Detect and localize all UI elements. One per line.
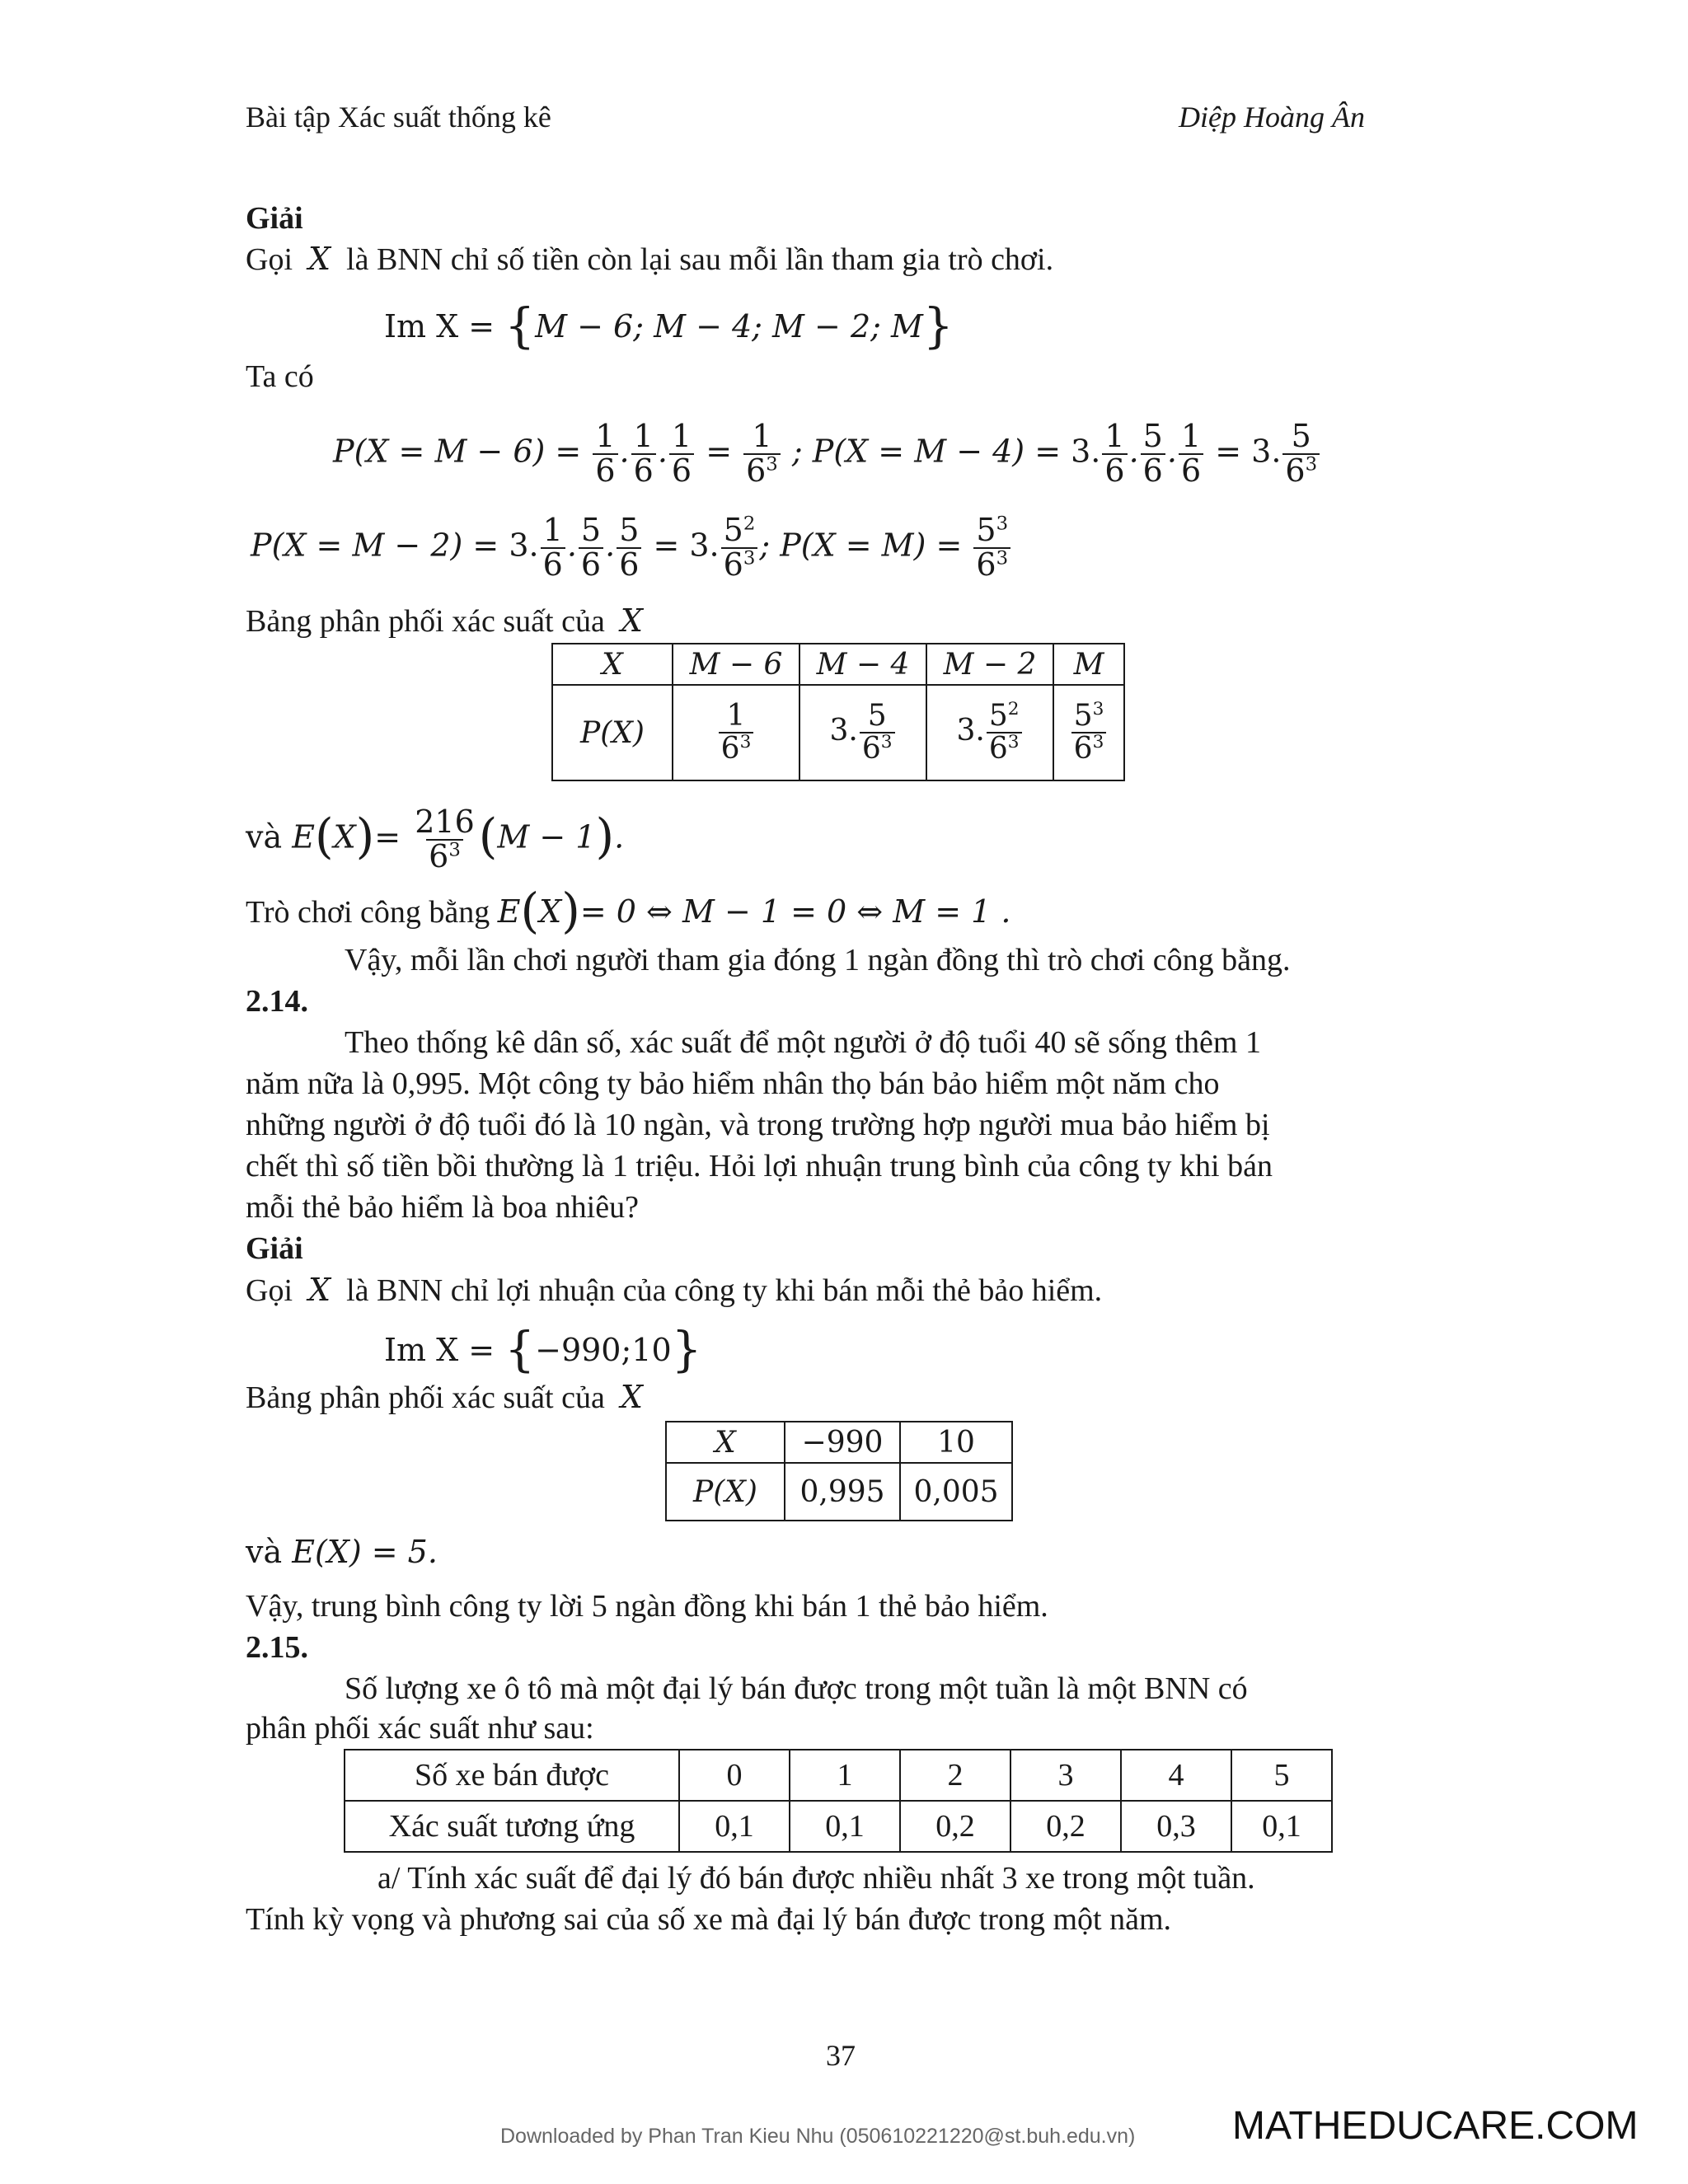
distribution-table-label: Bảng phân phối xác suất của X bbox=[246, 1379, 643, 1415]
table-cell: Số xe bán được bbox=[345, 1750, 679, 1801]
table-cell: $\frac{5^3}{6^3}$ bbox=[1053, 685, 1124, 780]
probability-formula-1: P(X = M − 6) = $\frac{1}{6}$ . $\frac{1}{6}$ . $\frac{1}{6}$ = $\frac{1}{6^3}$ ; P(X = M − 4) = 3. $\frac{1}{6}$ . $\frac{5}{6}$ . $\frac{1}{6}$ = 3. $\frac{5}{6^3}$ bbox=[333, 420, 1321, 488]
ta-co-label: Ta có bbox=[246, 359, 314, 394]
problem-line: chết thì số tiền bồi thường là 1 triệu. Hỏi lợi nhuận trung bình của công ty khi bán bbox=[246, 1149, 1273, 1183]
table-cell: 3. $\frac{5}{6^3}$ bbox=[799, 685, 926, 780]
cars-sold-table bbox=[344, 1749, 1333, 1853]
table-cell: 5 bbox=[1231, 1750, 1332, 1801]
table-cell: 0,1 bbox=[679, 1801, 790, 1852]
brand-watermark: MATHEDUCARE.COM bbox=[1232, 2104, 1639, 2148]
expectation-formula-1: và E(X)= $\frac{216}{6^3}$ (M − 1). bbox=[246, 804, 625, 874]
table-cell: M bbox=[1053, 644, 1124, 685]
table-cell: 0,995 bbox=[785, 1463, 900, 1521]
expectation-formula-2: và E(X) = 5. bbox=[246, 1534, 438, 1570]
table-cell: $\frac{1}{6^3}$ bbox=[673, 685, 799, 780]
table-cell: P(X) bbox=[552, 685, 673, 780]
table-cell: X bbox=[666, 1422, 785, 1463]
probability-formula-2: P(X = M − 2) = 3. $\frac{1}{6}$ . $\frac{5}{6}$ . $\frac{5}{6}$ = 3. $\frac{5^2}{6^3}$ ; P(X = M) = $\frac{5^3}{6^3}$ bbox=[251, 514, 1012, 582]
fair-game-condition: Trò chơi công bằng E(X)= 0 ⇔ M − 1 = 0 ⇔ M = 1 . bbox=[246, 883, 1011, 939]
table-cell: 1 bbox=[790, 1750, 900, 1801]
table-cell: 4 bbox=[1121, 1750, 1231, 1801]
exercise-number: 2.15. bbox=[246, 1630, 308, 1665]
distribution-table-2 bbox=[665, 1421, 1013, 1521]
page-number: 37 bbox=[826, 2039, 856, 2072]
table-cell: 0,2 bbox=[1010, 1801, 1121, 1852]
question-line: Tính kỳ vọng và phương sai của số xe mà đại lý bán được trong một năm. bbox=[246, 1902, 1172, 1937]
table-cell: 2 bbox=[900, 1750, 1010, 1801]
image-set-formula: Im X = {M − 6; M − 4; M − 2; M} bbox=[384, 298, 954, 354]
table-cell: M − 4 bbox=[799, 644, 926, 685]
problem-line: năm nữa là 0,995. Một công ty bảo hiểm nhân thọ bán bảo hiểm một năm cho bbox=[246, 1066, 1220, 1101]
section2-conclusion: Vậy, trung bình công ty lời 5 ngàn đồng khi bán 1 thẻ bảo hiểm. bbox=[246, 1589, 1048, 1624]
table-cell: 0,2 bbox=[900, 1801, 1010, 1852]
table-cell: 0,1 bbox=[790, 1801, 900, 1852]
download-notice: Downloaded by Phan Tran Kieu Nhu (050610221220@st.buh.edu.vn) bbox=[500, 2125, 1136, 2148]
header-title: Bài tập Xác suất thống kê bbox=[246, 101, 551, 134]
table-cell: M − 6 bbox=[673, 644, 799, 685]
problem-line: phân phối xác suất như sau: bbox=[246, 1711, 594, 1746]
problem-line: Theo thống kê dân số, xác suất để một người ở độ tuổi 40 sẽ sống thêm 1 bbox=[345, 1025, 1261, 1060]
question-line: a/ Tính xác suất để đại lý đó bán được nhiều nhất 3 xe trong một tuần. bbox=[377, 1861, 1255, 1896]
variable-definition: Gọi X là BNN chỉ số tiền còn lại sau mỗi lần tham gia trò chơi. bbox=[246, 241, 1054, 277]
solution-heading: Giải bbox=[246, 1231, 303, 1266]
exercise-number: 2.14. bbox=[246, 984, 308, 1019]
table-cell: X bbox=[552, 644, 673, 685]
table-cell: 0,3 bbox=[1121, 1801, 1231, 1852]
table-cell: −990 bbox=[785, 1422, 900, 1463]
distribution-table-label: Bảng phân phối xác suất của X bbox=[246, 602, 643, 639]
variable-definition: Gọi X là BNN chỉ lợi nhuận của công ty khi bán mỗi thẻ bảo hiểm. bbox=[246, 1272, 1103, 1308]
section1-conclusion: Vậy, mỗi lần chơi người tham gia đóng 1 ngàn đồng thì trò chơi công bằng. bbox=[345, 943, 1291, 977]
header-author: Diệp Hoàng Ân bbox=[1179, 101, 1365, 134]
table-cell: 3. $\frac{5^2}{6^3}$ bbox=[926, 685, 1053, 780]
table-cell: Xác suất tương ứng bbox=[345, 1801, 679, 1852]
table-cell: 0 bbox=[679, 1750, 790, 1801]
table-cell: 0,005 bbox=[900, 1463, 1012, 1521]
table-cell: P(X) bbox=[666, 1463, 785, 1521]
problem-line: Số lượng xe ô tô mà một đại lý bán được trong một tuần là một BNN có bbox=[345, 1671, 1248, 1706]
problem-line: mỗi thẻ bảo hiểm là boa nhiêu? bbox=[246, 1190, 639, 1225]
table-cell: M − 2 bbox=[926, 644, 1053, 685]
solution-heading: Giải bbox=[246, 201, 303, 236]
table-cell: 3 bbox=[1010, 1750, 1121, 1801]
table-cell: 10 bbox=[900, 1422, 1012, 1463]
image-set-formula: Im X = {−990;10} bbox=[384, 1321, 702, 1377]
table-cell: 0,1 bbox=[1231, 1801, 1332, 1852]
problem-line: những người ở độ tuổi đó là 10 ngàn, và trong trường hợp người mua bảo hiểm bị bbox=[246, 1108, 1270, 1142]
distribution-table-1 bbox=[551, 643, 1125, 781]
